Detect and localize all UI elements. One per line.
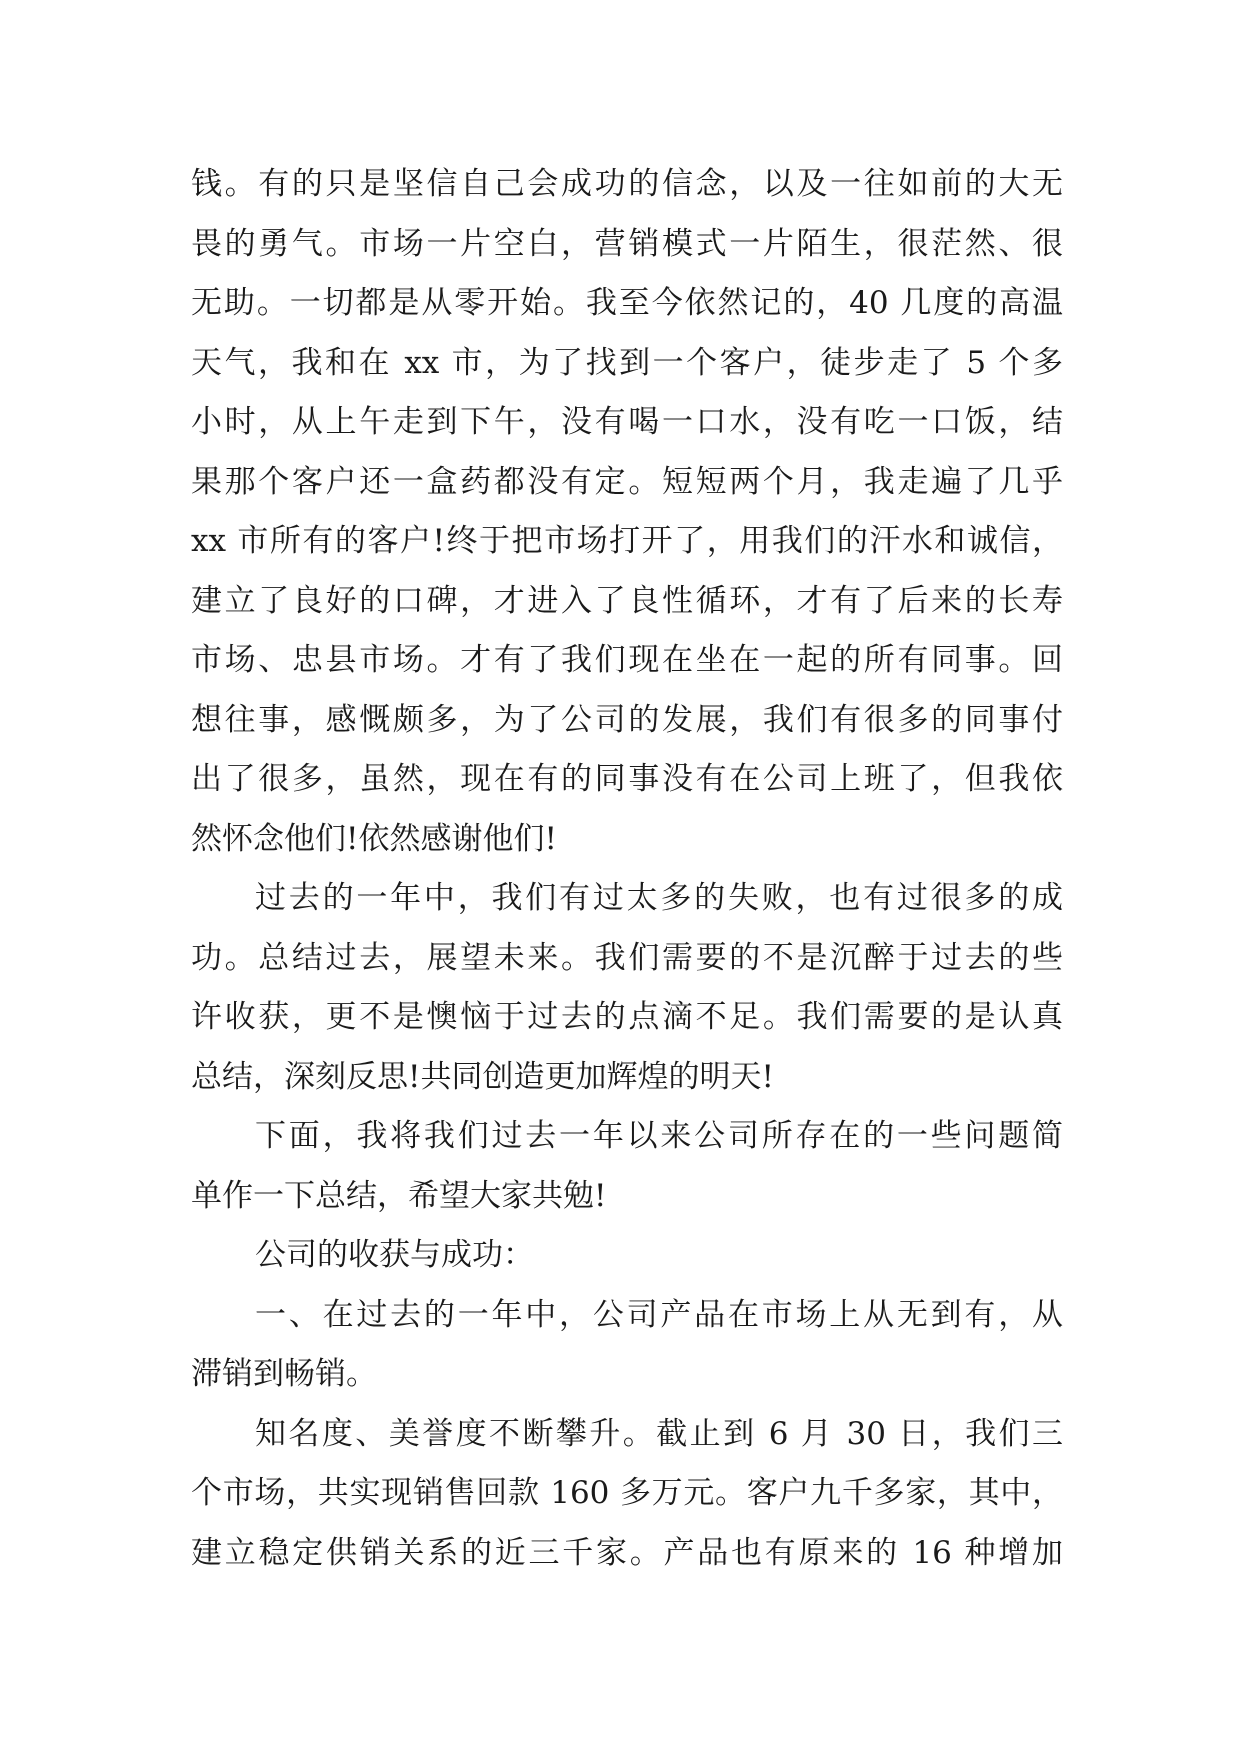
text-line: 滞销到畅销。	[191, 1356, 377, 1392]
text-line: 下面，我将我们过去一年以来公司所存在的一些问题简	[255, 1118, 1063, 1154]
text-line: 无助。一切都是从零开始。我至今依然记的，40 几度的高温	[191, 285, 1063, 321]
text-line: 个市场，共实现销售回款 160 多万元。客户九千多家，其中，	[191, 1475, 1063, 1511]
text-line: 一、在过去的一年中，公司产品在市场上从无到有，从	[255, 1296, 1063, 1333]
text-line: 然怀念他们!依然感谢他们!	[191, 820, 557, 857]
text-line: 许收获，更不是懊恼于过去的点滴不足。我们需要的是认真	[191, 999, 1063, 1035]
text-line: 建立了良好的口碑，才进入了良性循环，才有了后来的长寿	[191, 582, 1063, 619]
document-body	[191, 155, 1063, 1583]
text-line: 天气，我和在 xx 市，为了找到一个客户，徒步走了 5 个多	[191, 344, 1063, 381]
text-line: 想往事，感慨颇多，为了公司的发展，我们有很多的同事付	[191, 701, 1063, 738]
text-line: 畏的勇气。市场一片空白，营销模式一片陌生，很茫然、很	[191, 225, 1063, 262]
text-line: 小时，从上午走到下午，没有喝一口水，没有吃一口饭，结	[191, 404, 1063, 440]
text-line: xx 市所有的客户!终于把市场打开了，用我们的汗水和诚信，	[191, 523, 1063, 559]
text-line: 功。总结过去，展望未来。我们需要的不是沉醉于过去的些	[191, 939, 1063, 976]
text-line: 总结，深刻反思!共同创造更加辉煌的明天!	[191, 1058, 774, 1095]
text-line: 果那个客户还一盒药都没有定。短短两个月，我走遍了几乎	[191, 463, 1063, 500]
text-line: 钱。有的只是坚信自己会成功的信念，以及一往如前的大无	[191, 166, 1063, 202]
text-line: 公司的收获与成功：	[255, 1237, 534, 1273]
text-line: 出了很多，虽然，现在有的同事没有在公司上班了，但我依	[191, 761, 1063, 797]
text-line: 过去的一年中，我们有过太多的失败，也有过很多的成	[255, 880, 1063, 916]
text-line: 建立稳定供销关系的近三千家。产品也有原来的 16 种增加	[191, 1534, 1063, 1571]
text-line: 市场、忠县市场。才有了我们现在坐在一起的所有同事。回	[191, 642, 1063, 678]
text-line: 单作一下总结，希望大家共勉!	[191, 1177, 607, 1214]
text-line: 知名度、美誉度不断攀升。截止到 6 月 30 日，我们三	[255, 1415, 1063, 1452]
